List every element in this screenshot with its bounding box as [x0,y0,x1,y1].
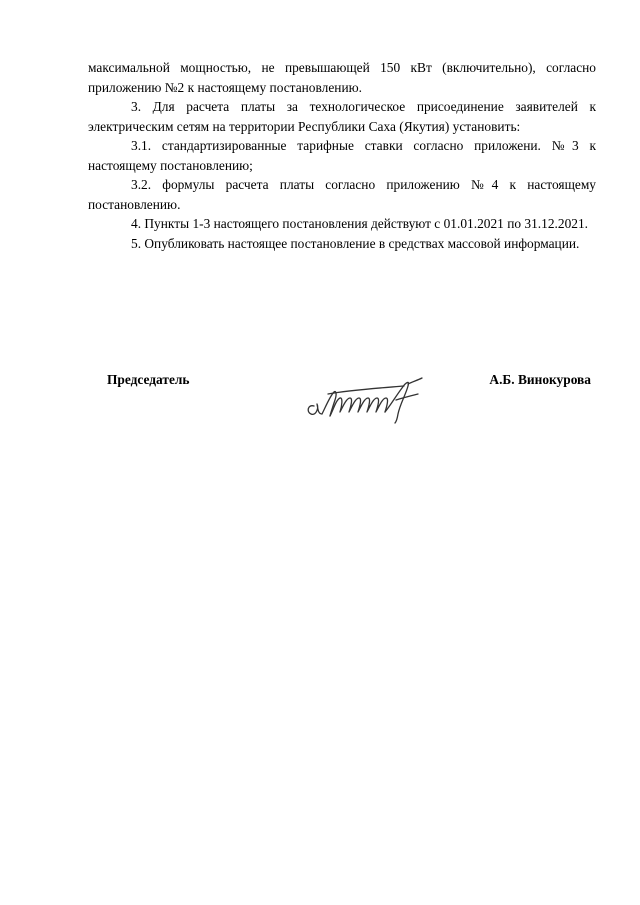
paragraph-3: 3. Для расчета платы за технологическое присоединение заявителей к электрическим сетям на территории Республики Саха (Якутия) установить: [88,99,596,134]
paragraph-4: 4. Пункты 1-3 настоящего постановления действуют с 01.01.2021 по 31.12.2021. [131,216,589,231]
signature-block [88,372,596,432]
document-body [88,58,596,253]
paragraph-5: 5. Опубликовать настоящее постановление в средствах массовой информации. [131,235,580,251]
paragraph-3-1: 3.1. стандартизированные тарифные ставки согласно приложени. №3 к настоящему постановлению; [88,138,596,173]
paragraph-3-2: 3.2. формулы расчета платы согласно приложению №4 к настоящему постановлению. [88,177,596,212]
paragraph-continuation: максимальной мощностью, не превышающей 150 кВт (включительно), согласно приложению №2 к настоящему постановлению. [88,60,596,95]
handwritten-signature [300,376,430,424]
signatory-name: А.Б. Винокурова [489,372,591,387]
signatory-title: Председатель [107,372,190,387]
